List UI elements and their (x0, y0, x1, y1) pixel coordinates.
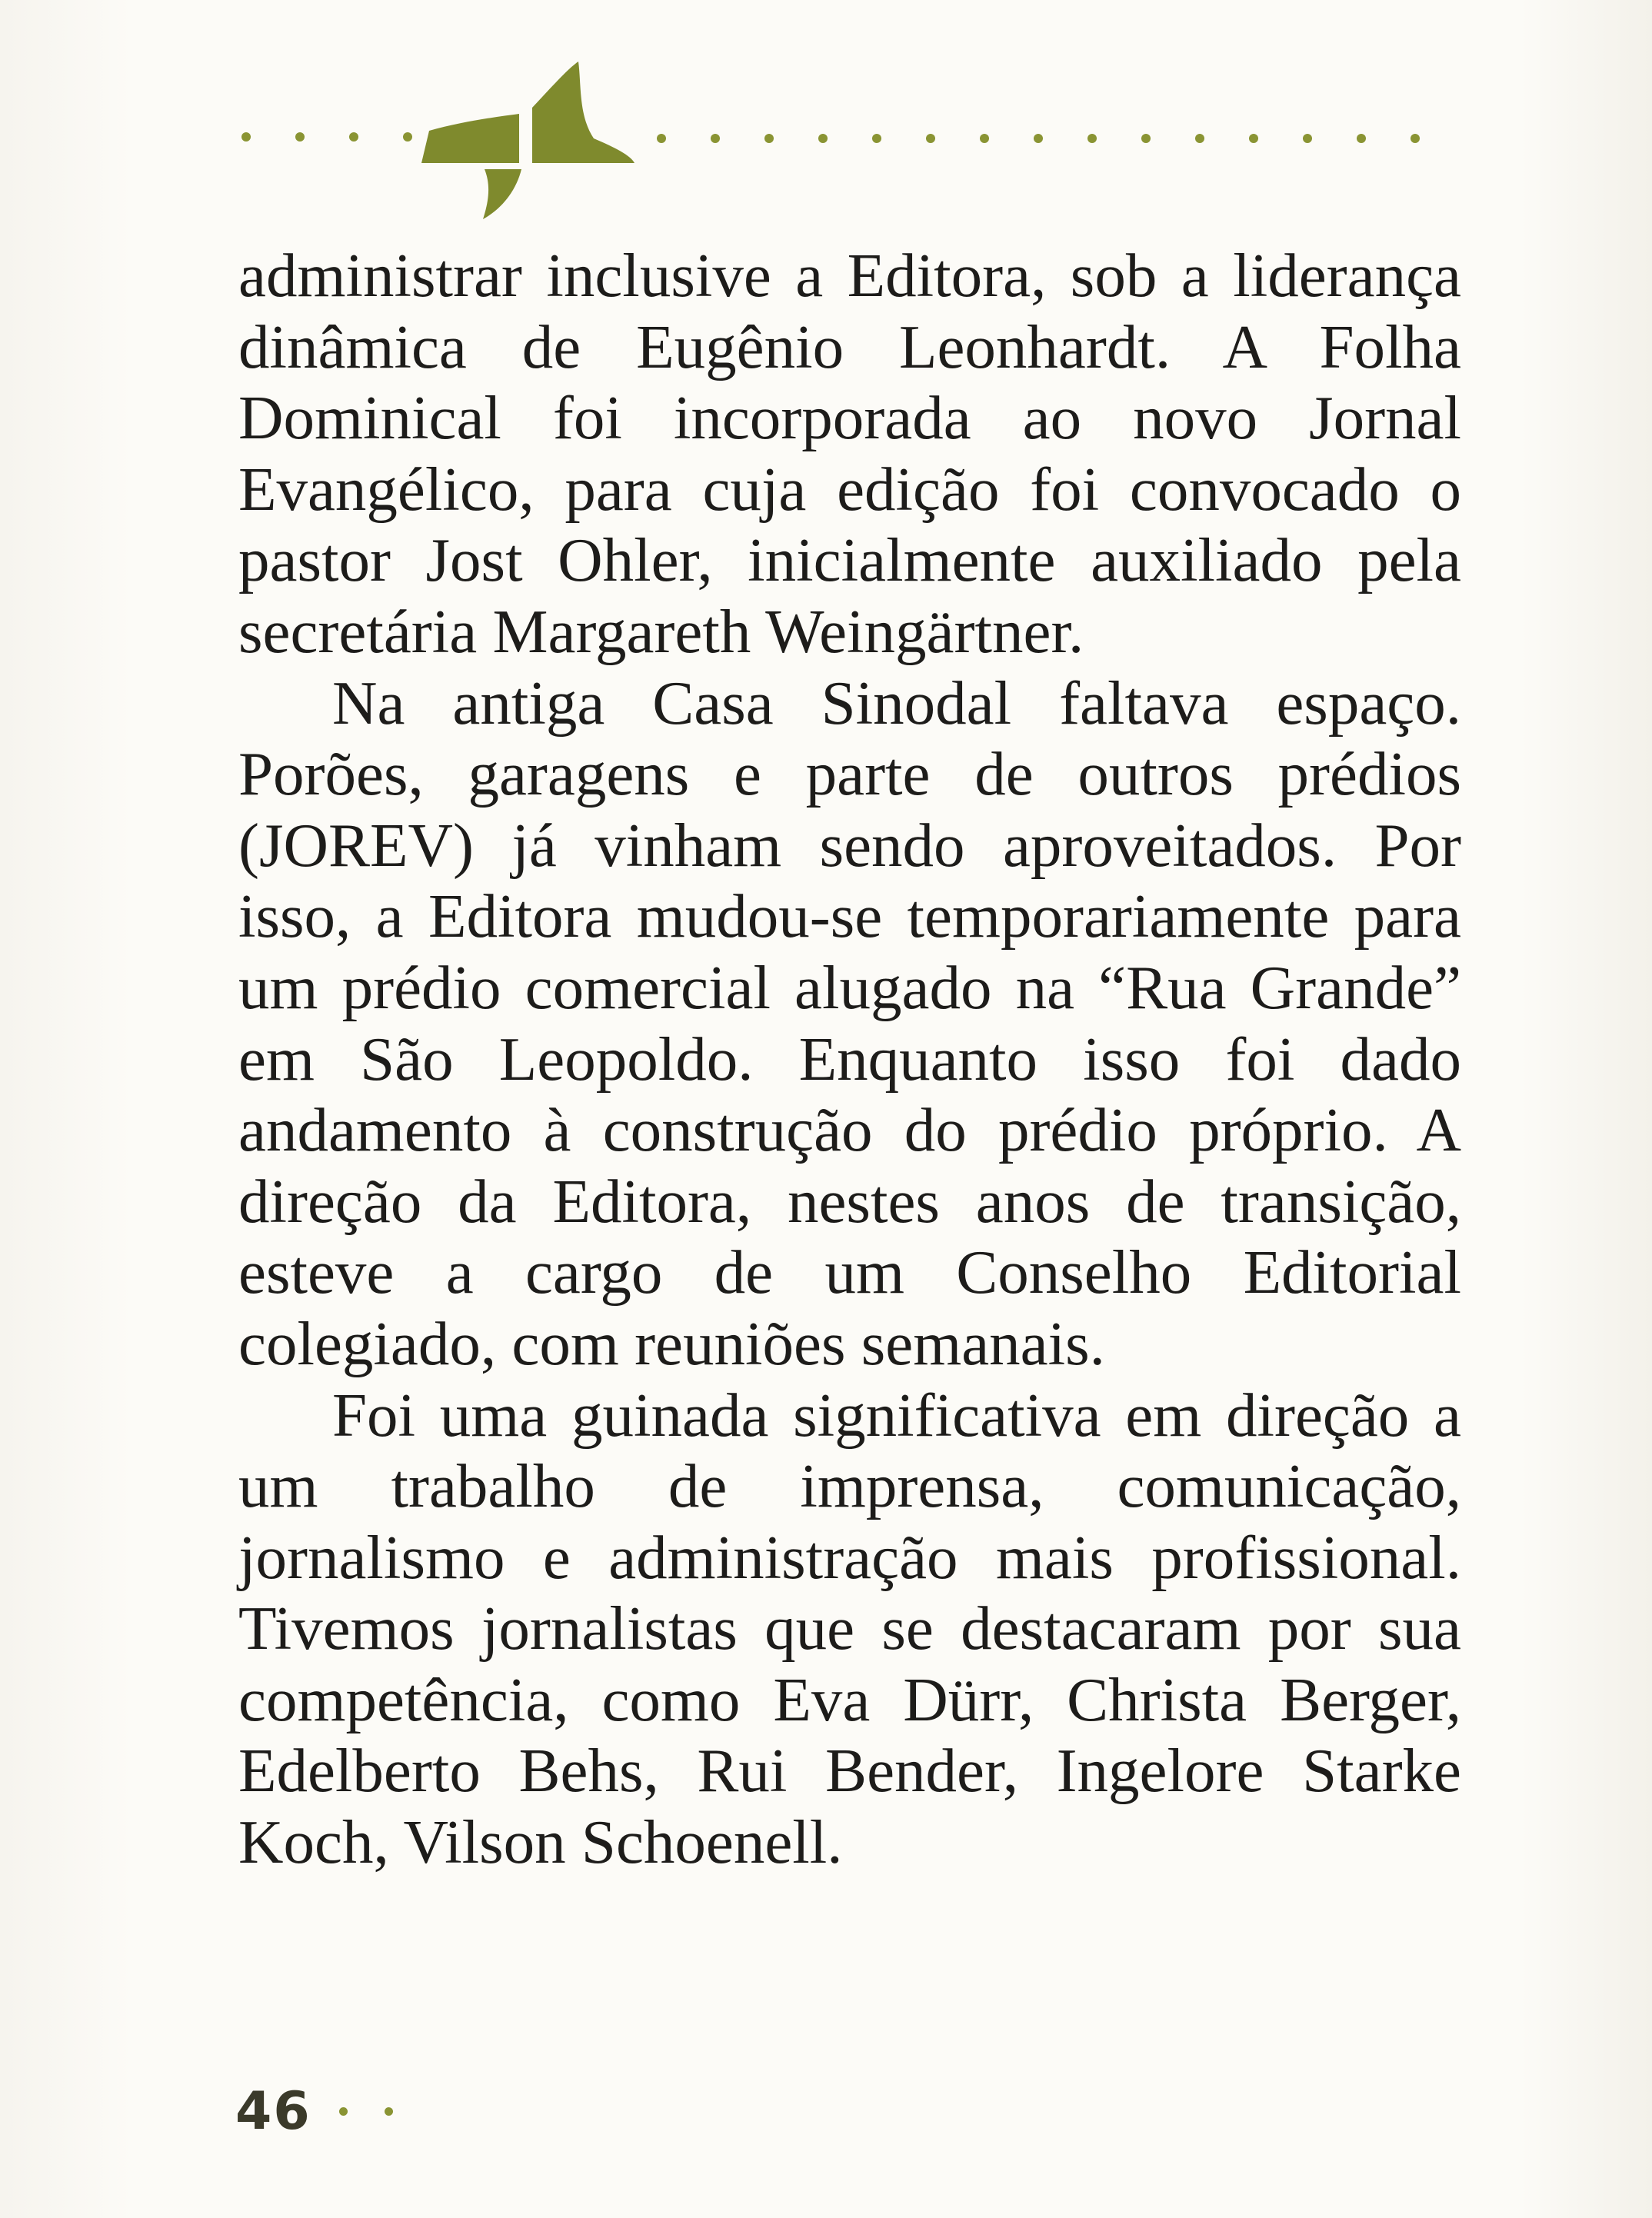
leaf-cross-ornament-icon (421, 62, 634, 219)
body-text (238, 240, 1461, 1878)
paragraph-1: administrar inclusive a Editora, sob a liderança dinâmica de Eugênio Leonhardt. A Folha Dominical foi incorporada ao novo Jornal Evangélico, para cuja edição foi convocado o pastor Jost Ohler, inicialmente auxiliado pela secretária Margareth Weingärtner. (238, 241, 1461, 666)
page-number: 46 (235, 2080, 311, 2142)
page-footer (235, 2076, 393, 2146)
ornament-dots-right (657, 134, 1420, 143)
header-ornament (231, 54, 1461, 231)
footer-dots (339, 2107, 393, 2116)
paragraph-2: Na antiga Casa Sinodal faltava espaço. Porões, garagens e parte de outros prédios (JOREV) já vinham sendo aproveitados. Por isso, a Editora mudou-se temporariamente para um prédio comercial alugado na “Rua Grande” em São Leopoldo. Enquanto isso foi dado andamento à construção do prédio próprio. A direção da Editora, nestes anos de transição, esteve a cargo de um Conselho Editorial colegiado, com reuniões semanais. (238, 668, 1461, 1378)
ornament-dots-left (241, 132, 412, 142)
paragraph-3: Foi uma guinada significativa em direção a um trabalho de imprensa, comunicação, jornalismo e administração mais profissional. Tivemos jornalistas que se destacaram por sua competência, como Eva Dürr, Christa Berger, Edelberto Behs, Rui Bender, Ingelore Starke Koch, Vilson Schoenell. (238, 1380, 1461, 1877)
footer-dot (385, 2107, 393, 2116)
footer-dot (339, 2107, 348, 2116)
